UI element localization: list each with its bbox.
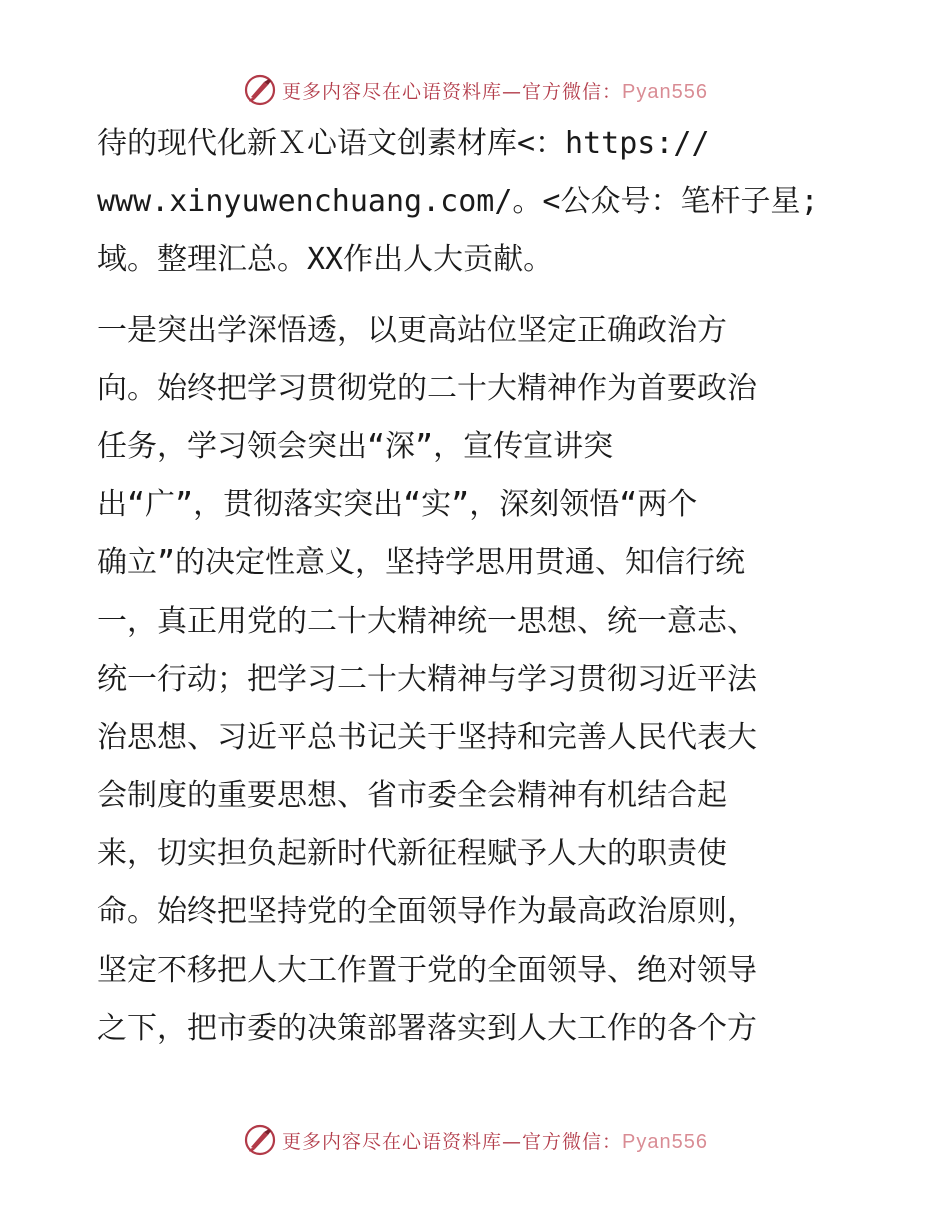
header-banner: [0, 70, 950, 110]
header-wechat-id: Pyan556: [622, 80, 708, 103]
footer-main-text: 更多内容尽在心语资料库—官方微信：: [282, 1130, 623, 1153]
text-line: 之下，把市委的决策部署落实到人大工作的各个方: [97, 1010, 757, 1046]
footer-wechat-id: Pyan556: [622, 1130, 708, 1153]
footer-text: [282, 1127, 708, 1154]
text-line: 一是突出学深悟透，以更高站位坚定正确政治方: [97, 312, 727, 348]
document-body: [97, 115, 867, 1058]
brush-logo-icon: [242, 72, 278, 108]
paragraph-2: [97, 302, 867, 1058]
paragraph-gap: [97, 290, 867, 302]
text-line: 任务，学习领会突出“深”，宣传宣讲突: [97, 428, 614, 464]
text-line: 治思想、习近平总书记关于坚持和完善人民代表大: [97, 719, 757, 755]
text-line: 会制度的重要思想、省市委全会精神有机结合起: [97, 778, 727, 814]
text-line: 待的现代化新Ｘ心语文创素材库<：https://: [97, 126, 710, 161]
header-text: [282, 77, 708, 104]
text-line: 来，切实担负起新时代新征程赋予人大的职责使: [97, 836, 727, 872]
text-line: 统一行动；把学习二十大精神与学习贯彻习近平法: [97, 661, 757, 697]
text-line: 命。始终把坚持党的全面领导作为最高政治原则，: [97, 894, 757, 930]
text-line: 出“广”，贯彻落实突出“实”，深刻领悟“两个: [97, 487, 698, 523]
text-line: 确立”的决定性意义，坚持学思用贯通、知信行统: [97, 545, 746, 581]
text-line: 一，真正用党的二十大精神统一思想、统一意志、: [97, 603, 757, 639]
text-line: 域。整理汇总。XX作出人大贡献。: [97, 242, 554, 278]
header-main-text: 更多内容尽在心语资料库—官方微信：: [282, 80, 623, 103]
footer-banner: [0, 1120, 950, 1160]
text-line: www.xinyuwenchuang.com/。<公众号：笔杆子星;: [97, 184, 819, 220]
brush-logo-icon: [242, 1122, 278, 1158]
paragraph-1: [97, 115, 867, 290]
text-line: 向。始终把学习贯彻党的二十大精神作为首要政治: [97, 370, 757, 406]
text-line: 坚定不移把人大工作置于党的全面领导、绝对领导: [97, 952, 757, 988]
